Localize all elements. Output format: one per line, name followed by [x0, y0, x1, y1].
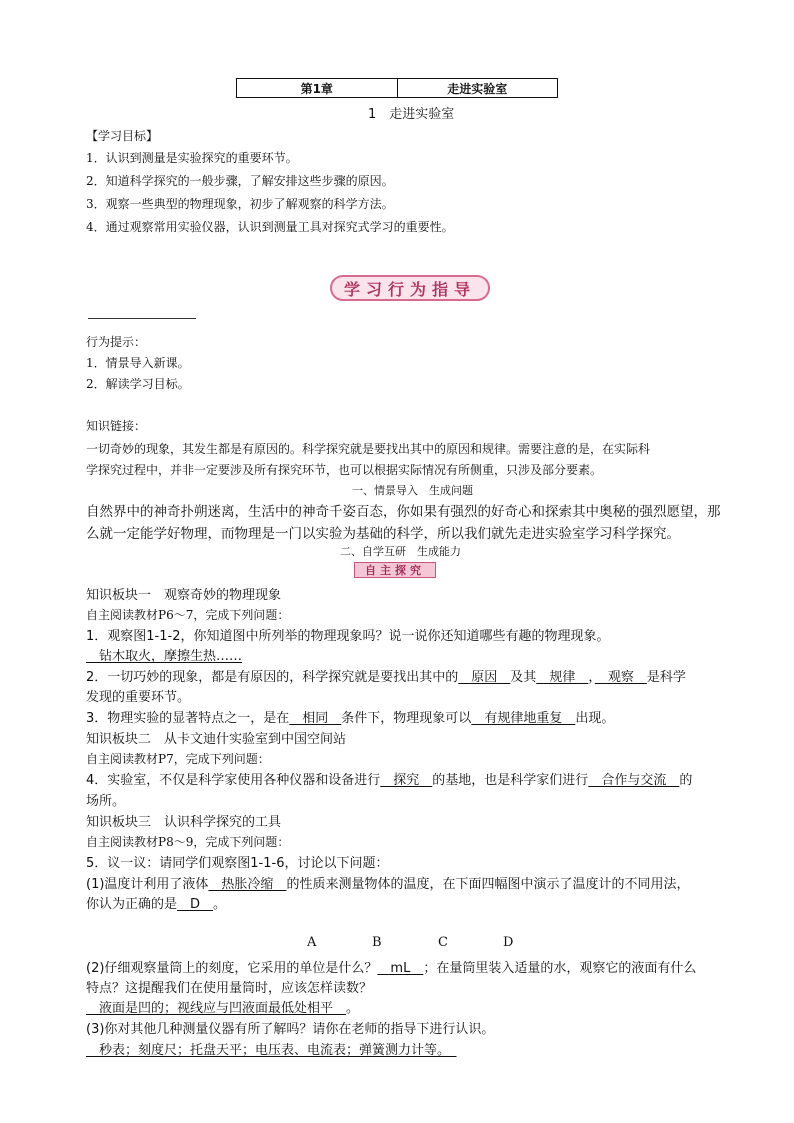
objective-item: 2．知道科学探究的一般步骤，了解安排这些步骤的原因。 [86, 174, 394, 188]
chapter-header-box [236, 78, 558, 98]
question-text: 2．一切巧妙的现象，都是有原因的，科学探究就是要找出其中的 [86, 670, 459, 685]
answer-blank: 热胀冷缩 [208, 877, 287, 892]
lesson-title: 1 走进实验室 [368, 107, 455, 122]
question-text: 出现。 [575, 711, 615, 726]
behavior-heading: 行为提示： [86, 335, 147, 349]
chapter-title: 走进实验室 [447, 81, 508, 96]
question-line [86, 873, 689, 892]
question-text: 。 [213, 897, 227, 912]
reading-instruction: 自主阅读教材P8～9，完成下列问题： [86, 835, 290, 849]
answer-text: 液面是凹的；视线应与凹液面最低处相平 [86, 1001, 347, 1016]
option-label: A [307, 935, 317, 950]
block-title: 知识板块一 观察奇妙的物理现象 [86, 588, 282, 603]
question-text: 3．物理实验的显著特点之一，是在 [86, 711, 290, 726]
objective-item: 3．观察一些典型的物理现象，初步了解观察的科学方法。 [86, 197, 394, 211]
divider-line [88, 318, 196, 319]
answer-blank: 观察 [594, 670, 647, 685]
reading-instruction: 自主阅读教材P7，完成下列问题： [86, 752, 270, 766]
learning-guidance-banner: 学习行为指导 [330, 275, 490, 301]
question-text: ；在量筒里装入适量的水，观察它的液面有什么 [423, 961, 697, 976]
objectives-heading: 【学习目标】 [86, 129, 159, 143]
question-line [86, 997, 359, 1016]
behavior-item: 2．解读学习目标。 [86, 377, 190, 391]
question-text: 5．议一议：请同学们观察图1-1-6，讨论以下问题： [86, 856, 389, 871]
question-text: 的性质来测量物体的温度，在下面四幅图中演示了温度计的不同用法， [286, 877, 690, 892]
answer-blank: D [177, 897, 214, 912]
reading-instruction: 自主阅读教材P6～7，完成下列问题： [86, 608, 290, 622]
option-label: D [503, 935, 514, 950]
answer-blank: 合作与交流 [588, 773, 680, 788]
question-text: 的 [679, 773, 693, 788]
answer-blank: mL [377, 961, 424, 976]
block-title: 知识板块三 认识科学探究的工具 [86, 815, 282, 830]
answer-blank: 探究 [380, 773, 433, 788]
question-line [86, 893, 226, 912]
section-title: 二、自学互研 生成能力 [340, 545, 461, 558]
question-text: 及其 [510, 670, 537, 685]
answer-blank: 相同 [289, 711, 342, 726]
option-label: C [438, 935, 448, 950]
question-text: 1．观察图1-1-2，你知道图中所列举的物理现象吗？说一说你还知道哪些有趣的物理现象。 [86, 629, 610, 644]
question-text: (1)温度计利用了液体 [86, 877, 209, 892]
answer-blank: 原因 [458, 670, 511, 685]
question-text: (2)仔细观察量筒上的刻度，它采用的单位是什么？ [86, 961, 378, 976]
knowledge-link-heading: 知识链接： [86, 419, 147, 433]
knowledge-link-text: 学探究过程中，并非一定要涉及所有探究环节，也可以根据实际情况有所侧重，只涉及部分要素。 [86, 463, 603, 477]
self-study-tag: 自主探究 [354, 562, 436, 578]
knowledge-link-text: 一切奇妙的现象，其发生都是有原因的。科学探究就是要找出其中的原因和规律。需要注意的是，在实际科 [86, 442, 651, 456]
answer-blank: 有规律地重复 [471, 711, 576, 726]
behavior-item: 1．情景导入新课。 [86, 356, 190, 370]
question-line [86, 769, 692, 788]
question-text: 场所。 [86, 794, 126, 809]
question-line [86, 666, 686, 685]
question-text: (3)你对其他几种测量仪器有所了解吗？请你在老师的指导下进行认识。 [86, 1022, 495, 1037]
block-title: 知识板块二 从卡文迪什实验室到中国空间站 [86, 732, 347, 747]
question-text: 条件下，物理现象可以 [341, 711, 472, 726]
question-text: 是科学 [646, 670, 686, 685]
question-text: 发现的重要环节。 [86, 690, 191, 705]
question-text: 4．实验室，不仅是科学家使用各种仪器和设备进行 [86, 773, 381, 788]
option-label: B [372, 935, 382, 950]
question-text: 的基地，也是科学家们进行 [432, 773, 589, 788]
question-text: 特点？这提醒我们在使用量筒时，应该怎样读数？ [86, 981, 373, 996]
section-intro-text: 自然界中的神奇扑朔迷离，生活中的神奇千姿百态，你如果有强烈的好奇心和探索其中奥秘的强烈愿望，那 [86, 504, 721, 520]
question-line [86, 957, 696, 976]
answer-blank: 规律 [536, 670, 589, 685]
question-text: 你认为正确的是 [86, 897, 178, 912]
question-text: 。 [346, 1001, 360, 1016]
question-text: ， [588, 670, 595, 685]
chapter-number: 第1章 [237, 79, 398, 97]
section-intro-text: 么就一定能学好物理，而物理是一门以实验为基础的科学，所以我们就先走进实验室学习科学探究。 [86, 526, 680, 542]
section-title: 一、情景导入 生成问题 [352, 484, 473, 497]
objective-item: 1．认识到测量是实验探究的重要环节。 [86, 151, 298, 165]
objective-item: 4．通过观察常用实验仪器，认识到测量工具对探究式学习的重要性。 [86, 220, 454, 234]
answer-text: 钻木取火，摩擦生热…… [86, 649, 243, 664]
answer-text: 秒表；刻度尺；托盘天平；电压表、电流表；弹簧测力计等。 [86, 1043, 457, 1058]
question-line [86, 707, 614, 726]
